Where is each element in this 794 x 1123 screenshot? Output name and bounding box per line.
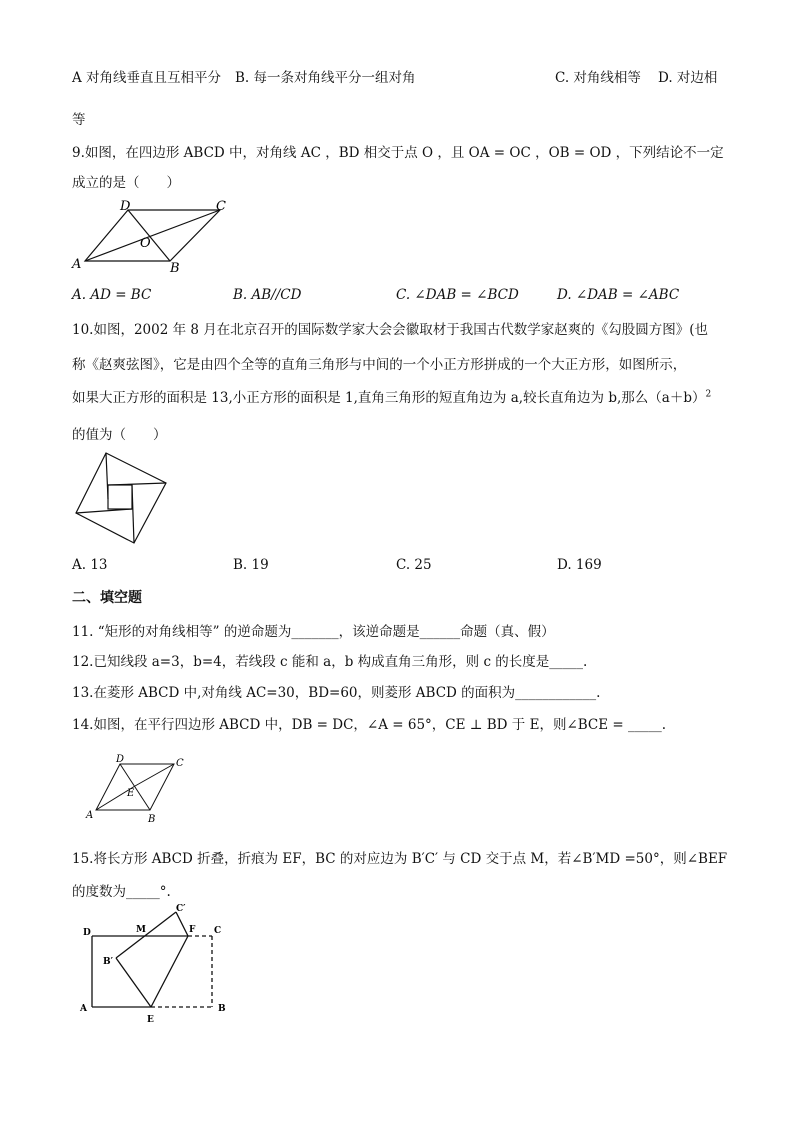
- q10-question-line3-text: 如果大正方形的面积是 13,小正方形的面积是 1,直角三角形的短直角边为 a,较长直角边为 b,那么（a＋b）: [72, 390, 706, 406]
- q15-fold-ef: [151, 936, 188, 1007]
- q8-option-b: B. 每一条对角线平分一组对角: [235, 70, 416, 86]
- q15-label-c-prime: C′: [176, 904, 186, 914]
- q15-label-m: M: [136, 925, 146, 935]
- q10-question-line4: 的值为（ ）: [72, 427, 167, 443]
- q8-option-a: A 对角线垂直且互相平分: [72, 70, 222, 86]
- q8-option-c: C. 对角线相等: [555, 70, 641, 86]
- q15-folded-rectangle-figure: [76, 902, 236, 1027]
- q9-label-c: C: [216, 199, 226, 214]
- q15-label-d: D: [83, 928, 91, 938]
- q15-label-f: F: [189, 925, 196, 935]
- q15-label-c: C: [214, 926, 222, 936]
- q14-label-b: B: [148, 814, 156, 825]
- q10-option-b: B. 19: [233, 557, 269, 573]
- q9-label-o: O: [140, 236, 151, 251]
- q10-option-d: D. 169: [557, 557, 602, 573]
- q9-label-a: A: [72, 257, 82, 272]
- q15-folded-b1c1: [116, 912, 176, 958]
- q10-question-line3: [72, 386, 711, 406]
- q9-label-d: D: [120, 199, 131, 214]
- q9-option-b: B. AB//CD: [233, 287, 302, 303]
- q14-question: 14.如图，在平行四边形 ABCD 中，DB = DC，∠A = 65°，CE ⊥ BD 于 E，则∠BCE = _____.: [72, 717, 667, 733]
- q11-question: 11. “矩形的对角线相等” 的逆命题为_______，该逆命题是______命题（真、假）: [72, 624, 555, 640]
- q10-zhao-shuang-figure: [74, 451, 174, 546]
- section-title-fill-in: 二、填空题: [72, 590, 142, 606]
- q15-folded-c1f: [176, 912, 188, 936]
- q9-question-line2: 成立的是（ ）: [72, 175, 180, 191]
- q10-big-square: [76, 453, 166, 543]
- q10-exponent: 2: [705, 389, 712, 400]
- q15-label-e: E: [147, 1015, 154, 1025]
- q10-option-c: C. 25: [396, 557, 432, 573]
- q15-label-b-prime: B′: [103, 957, 113, 967]
- q15-label-b: B: [218, 1004, 226, 1014]
- q14-label-d: D: [116, 754, 125, 765]
- q9-label-b: B: [170, 261, 180, 276]
- q14-label-a: A: [86, 810, 94, 821]
- q9-question-line1: 9.如图，在四边形 ABCD 中，对角线 AC ，BD 相交于点 O ，且 OA = OC ，OB = OD ，下列结论不一定: [72, 145, 724, 161]
- q10-question-line2: 称《赵爽弦图》，它是由四个全等的直角三角形与中间的一个小正方形拼成的一个大正方形，如图所示，: [72, 357, 687, 373]
- q9-option-c: C. ∠DAB = ∠BCD: [396, 287, 519, 303]
- q14-diagonal-bd: [120, 764, 150, 810]
- q15-question-line1: 15.将长方形 ABCD 折叠，折痕为 EF，BC 的对应边为 B′C′ 与 CD 交于点 M，若∠B′MD =50°，则∠BEF: [72, 851, 728, 867]
- q14-label-e: E: [127, 788, 135, 799]
- q9-option-d: D. ∠DAB = ∠ABC: [557, 287, 680, 303]
- q10-triangle-leg-4: [76, 509, 132, 513]
- q8-option-d: D. 对边相: [658, 70, 718, 86]
- q15-folded-eb1: [116, 958, 151, 1007]
- q9-parallelogram-figure: [70, 198, 240, 276]
- q15-question-line2: 的度数为_____°.: [72, 884, 171, 900]
- q15-label-a: A: [80, 1004, 87, 1014]
- q10-option-a: A. 13: [72, 557, 108, 573]
- q14-parallelogram-figure: [82, 752, 192, 824]
- q12-question: 12.已知线段 a=3，b=4，若线段 c 能和 a，b 构成直角三角形，则 c 的长度是_____.: [72, 654, 588, 670]
- q13-question: 13.在菱形 ABCD 中,对角线 AC=30，BD=60，则菱形 ABCD 的面积为____________.: [72, 685, 601, 701]
- q14-label-c: C: [176, 758, 184, 769]
- q9-option-a: A. AD = BC: [72, 287, 152, 303]
- q8-option-d-continued: 等: [72, 112, 86, 128]
- q10-question-line1: 10.如图，2002 年 8 月在北京召开的国际数学家大会会徽取材于我国古代数学家赵爽的《勾股圆方图》(也: [72, 322, 709, 338]
- q10-small-square: [108, 485, 132, 509]
- q9-diagonal-ac: [85, 210, 220, 261]
